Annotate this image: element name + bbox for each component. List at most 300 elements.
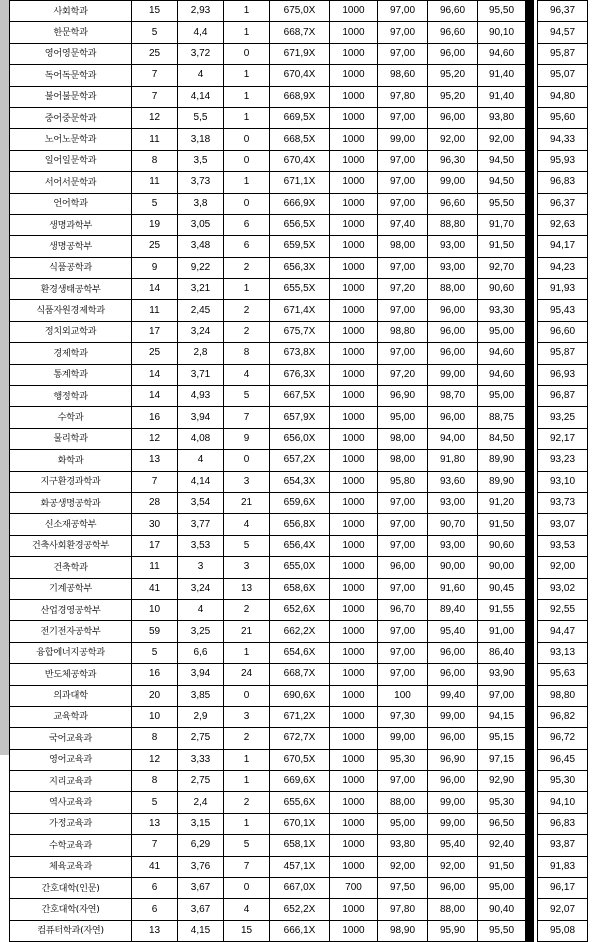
black-divider-bar: [526, 450, 534, 471]
black-divider-bar: [526, 728, 534, 749]
department-name-cell: 통계학과: [10, 364, 132, 385]
value-cell-c2: 2,9: [178, 706, 224, 727]
black-divider-bar: [526, 214, 534, 235]
value-cell-c6: 98,90: [378, 920, 428, 941]
department-name-cell: 간호대학(자연): [10, 899, 132, 920]
black-divider-bar: [526, 321, 534, 342]
right-edge: [588, 835, 594, 856]
value-cell-c9: 95,60: [538, 107, 588, 128]
value-cell-c3: 1: [224, 813, 270, 834]
value-cell-c2: 2,4: [178, 792, 224, 813]
value-cell-c9: 93,25: [538, 407, 588, 428]
department-name-cell: 역사교육과: [10, 792, 132, 813]
value-cell-c9: 91,83: [538, 856, 588, 877]
black-divider-bar: [526, 65, 534, 86]
right-edge: [588, 236, 594, 257]
value-cell-c5: 700: [330, 878, 378, 899]
value-cell-c1: 20: [132, 685, 178, 706]
value-cell-c5: 1000: [330, 856, 378, 877]
value-cell-c4: 656,5X: [270, 214, 330, 235]
right-edge: [588, 813, 594, 834]
value-cell-c6: 96,90: [378, 386, 428, 407]
value-cell-c3: 4: [224, 514, 270, 535]
value-cell-c7: 96,00: [428, 728, 478, 749]
value-cell-c2: 3,67: [178, 878, 224, 899]
value-cell-c8: 91,40: [478, 65, 526, 86]
value-cell-c2: 3,21: [178, 279, 224, 300]
value-cell-c3: 0: [224, 43, 270, 64]
value-cell-c2: 3,72: [178, 43, 224, 64]
black-divider-bar: [526, 1, 534, 22]
value-cell-c4: 658,1X: [270, 835, 330, 856]
value-cell-c1: 10: [132, 706, 178, 727]
value-cell-c5: 1000: [330, 300, 378, 321]
value-cell-c3: 1: [224, 65, 270, 86]
value-cell-c6: 97,00: [378, 642, 428, 663]
value-cell-c2: 4: [178, 65, 224, 86]
value-cell-c6: 97,00: [378, 193, 428, 214]
value-cell-c5: 1000: [330, 664, 378, 685]
value-cell-c6: 99,00: [378, 129, 428, 150]
value-cell-c7: 90,00: [428, 557, 478, 578]
right-edge: [588, 771, 594, 792]
value-cell-c5: 1000: [330, 214, 378, 235]
value-cell-c4: 675,0X: [270, 1, 330, 22]
table-row: [10, 214, 594, 235]
table-row: [10, 578, 594, 599]
value-cell-c7: 96,00: [428, 878, 478, 899]
value-cell-c5: 1000: [330, 236, 378, 257]
value-cell-c8: 91,00: [478, 621, 526, 642]
value-cell-c1: 25: [132, 236, 178, 257]
value-cell-c8: 92,40: [478, 835, 526, 856]
black-divider-bar: [526, 749, 534, 770]
value-cell-c4: 668,7X: [270, 22, 330, 43]
value-cell-c9: 94,80: [538, 86, 588, 107]
value-cell-c6: 97,20: [378, 364, 428, 385]
value-cell-c8: 95,00: [478, 386, 526, 407]
table-row: [10, 107, 594, 128]
right-edge: [588, 856, 594, 877]
value-cell-c5: 1000: [330, 813, 378, 834]
black-divider-bar: [526, 535, 534, 556]
value-cell-c8: 93,30: [478, 300, 526, 321]
table-row: [10, 706, 594, 727]
value-cell-c3: 1: [224, 86, 270, 107]
value-cell-c4: 671,4X: [270, 300, 330, 321]
value-cell-c8: 91,50: [478, 514, 526, 535]
table-row: [10, 813, 594, 834]
table-row: [10, 172, 594, 193]
right-edge: [588, 300, 594, 321]
value-cell-c2: 3,5: [178, 150, 224, 171]
value-cell-c2: 3,77: [178, 514, 224, 535]
value-cell-c5: 1000: [330, 43, 378, 64]
value-cell-c8: 92,00: [478, 129, 526, 150]
value-cell-c6: 97,00: [378, 43, 428, 64]
value-cell-c7: 88,00: [428, 279, 478, 300]
black-divider-bar: [526, 22, 534, 43]
value-cell-c1: 5: [132, 193, 178, 214]
value-cell-c3: 15: [224, 920, 270, 941]
black-divider-bar: [526, 578, 534, 599]
value-cell-c4: 673,8X: [270, 343, 330, 364]
value-cell-c1: 6: [132, 899, 178, 920]
value-cell-c2: 3,94: [178, 407, 224, 428]
value-cell-c7: 92,00: [428, 856, 478, 877]
table-row: [10, 621, 594, 642]
value-cell-c6: 98,60: [378, 65, 428, 86]
value-cell-c5: 1000: [330, 557, 378, 578]
department-name-cell: 화공생명공학과: [10, 492, 132, 513]
black-divider-bar: [526, 407, 534, 428]
department-name-cell: 식품공학과: [10, 257, 132, 278]
value-cell-c7: 96,60: [428, 1, 478, 22]
black-divider-bar: [526, 492, 534, 513]
value-cell-c4: 672,7X: [270, 728, 330, 749]
value-cell-c3: 0: [224, 450, 270, 471]
value-cell-c1: 6: [132, 878, 178, 899]
right-edge: [588, 685, 594, 706]
table-row: [10, 193, 594, 214]
department-name-cell: 체육교육과: [10, 856, 132, 877]
value-cell-c6: 97,00: [378, 535, 428, 556]
value-cell-c3: 0: [224, 150, 270, 171]
value-cell-c8: 93,80: [478, 107, 526, 128]
black-divider-bar: [526, 706, 534, 727]
value-cell-c9: 96,60: [538, 321, 588, 342]
value-cell-c4: 656,8X: [270, 514, 330, 535]
value-cell-c6: 97,00: [378, 771, 428, 792]
value-cell-c5: 1000: [330, 321, 378, 342]
value-cell-c3: 21: [224, 621, 270, 642]
value-cell-c7: 93,00: [428, 257, 478, 278]
value-cell-c6: 95,00: [378, 813, 428, 834]
department-name-cell: 일어일문학과: [10, 150, 132, 171]
black-divider-bar: [526, 236, 534, 257]
value-cell-c8: 94,15: [478, 706, 526, 727]
right-edge: [588, 86, 594, 107]
value-cell-c4: 668,9X: [270, 86, 330, 107]
value-cell-c8: 94,50: [478, 150, 526, 171]
value-cell-c5: 1000: [330, 706, 378, 727]
value-cell-c6: 88,00: [378, 792, 428, 813]
value-cell-c1: 11: [132, 172, 178, 193]
value-cell-c3: 3: [224, 471, 270, 492]
department-name-cell: 가정교육과: [10, 813, 132, 834]
black-divider-bar: [526, 685, 534, 706]
value-cell-c4: 671,1X: [270, 172, 330, 193]
value-cell-c8: 95,30: [478, 792, 526, 813]
value-cell-c2: 3,25: [178, 621, 224, 642]
department-name-cell: 경제학과: [10, 343, 132, 364]
table-body: [10, 1, 594, 942]
value-cell-c2: 3,67: [178, 899, 224, 920]
value-cell-c5: 1000: [330, 749, 378, 770]
department-name-cell: 건축사회환경공학부: [10, 535, 132, 556]
value-cell-c5: 1000: [330, 514, 378, 535]
right-edge: [588, 343, 594, 364]
value-cell-c8: 86,40: [478, 642, 526, 663]
department-name-cell: 영어교육과: [10, 749, 132, 770]
table-row: [10, 65, 594, 86]
black-divider-bar: [526, 771, 534, 792]
value-cell-c3: 13: [224, 578, 270, 599]
table-row: [10, 728, 594, 749]
value-cell-c9: 96,37: [538, 193, 588, 214]
value-cell-c9: 94,23: [538, 257, 588, 278]
black-divider-bar: [526, 43, 534, 64]
value-cell-c4: 690,6X: [270, 685, 330, 706]
value-cell-c6: 97,00: [378, 343, 428, 364]
table-row: [10, 22, 594, 43]
table-row: [10, 856, 594, 877]
table-row: [10, 364, 594, 385]
department-name-cell: 지리교육과: [10, 771, 132, 792]
value-cell-c5: 1000: [330, 920, 378, 941]
department-name-cell: 컴퓨터학과(자연): [10, 920, 132, 941]
value-cell-c3: 4: [224, 364, 270, 385]
value-cell-c5: 1000: [330, 450, 378, 471]
value-cell-c5: 1000: [330, 771, 378, 792]
value-cell-c4: 655,5X: [270, 279, 330, 300]
value-cell-c3: 0: [224, 193, 270, 214]
black-divider-bar: [526, 279, 534, 300]
table-row: [10, 492, 594, 513]
table-row: [10, 407, 594, 428]
value-cell-c7: 96,00: [428, 43, 478, 64]
value-cell-c3: 2: [224, 792, 270, 813]
value-cell-c1: 25: [132, 43, 178, 64]
table-row: [10, 450, 594, 471]
table-row: [10, 1, 594, 22]
value-cell-c7: 91,80: [428, 450, 478, 471]
table-row: [10, 920, 594, 941]
department-name-cell: 간호대학(인문): [10, 878, 132, 899]
value-cell-c5: 1000: [330, 492, 378, 513]
value-cell-c1: 11: [132, 300, 178, 321]
table-row: [10, 749, 594, 770]
value-cell-c1: 59: [132, 621, 178, 642]
right-edge: [588, 193, 594, 214]
department-name-cell: 수학교육과: [10, 835, 132, 856]
value-cell-c3: 5: [224, 535, 270, 556]
value-cell-c6: 98,00: [378, 450, 428, 471]
right-edge: [588, 621, 594, 642]
value-cell-c5: 1000: [330, 386, 378, 407]
value-cell-c7: 88,00: [428, 899, 478, 920]
department-name-cell: 노어노문학과: [10, 129, 132, 150]
value-cell-c7: 99,40: [428, 685, 478, 706]
table-row: [10, 86, 594, 107]
table-row: [10, 664, 594, 685]
value-cell-c9: 98,80: [538, 685, 588, 706]
value-cell-c7: 91,60: [428, 578, 478, 599]
value-cell-c6: 97,00: [378, 150, 428, 171]
value-cell-c8: 95,15: [478, 728, 526, 749]
value-cell-c6: 93,80: [378, 835, 428, 856]
value-cell-c6: 97,50: [378, 878, 428, 899]
department-name-cell: 불어불문학과: [10, 86, 132, 107]
right-edge: [588, 257, 594, 278]
right-edge: [588, 557, 594, 578]
table-row: [10, 321, 594, 342]
value-cell-c2: 4,14: [178, 471, 224, 492]
value-cell-c9: 95,93: [538, 150, 588, 171]
right-edge: [588, 1, 594, 22]
value-cell-c1: 7: [132, 65, 178, 86]
value-cell-c3: 9: [224, 428, 270, 449]
value-cell-c8: 92,70: [478, 257, 526, 278]
value-cell-c9: 92,17: [538, 428, 588, 449]
black-divider-bar: [526, 150, 534, 171]
right-edge: [588, 664, 594, 685]
value-cell-c1: 41: [132, 856, 178, 877]
value-cell-c7: 96,60: [428, 193, 478, 214]
right-edge: [588, 450, 594, 471]
value-cell-c3: 0: [224, 878, 270, 899]
value-cell-c2: 9,22: [178, 257, 224, 278]
value-cell-c7: 99,00: [428, 364, 478, 385]
department-name-cell: 산업경영공학부: [10, 599, 132, 620]
value-cell-c9: 94,33: [538, 129, 588, 150]
value-cell-c4: 670,4X: [270, 65, 330, 86]
value-cell-c7: 96,00: [428, 642, 478, 663]
value-cell-c6: 97,00: [378, 492, 428, 513]
black-divider-bar: [526, 193, 534, 214]
value-cell-c9: 95,43: [538, 300, 588, 321]
value-cell-c2: 3,15: [178, 813, 224, 834]
value-cell-c1: 5: [132, 792, 178, 813]
value-cell-c7: 99,00: [428, 706, 478, 727]
value-cell-c3: 4: [224, 899, 270, 920]
value-cell-c8: 95,00: [478, 878, 526, 899]
value-cell-c5: 1000: [330, 86, 378, 107]
value-cell-c4: 656,0X: [270, 428, 330, 449]
value-cell-c7: 98,70: [428, 386, 478, 407]
department-name-cell: 기계공학부: [10, 578, 132, 599]
value-cell-c3: 1: [224, 1, 270, 22]
value-cell-c3: 0: [224, 129, 270, 150]
value-cell-c1: 19: [132, 214, 178, 235]
table-row: [10, 257, 594, 278]
value-cell-c9: 96,83: [538, 172, 588, 193]
value-cell-c8: 90,00: [478, 557, 526, 578]
value-cell-c2: 3,05: [178, 214, 224, 235]
department-name-cell: 물리학과: [10, 428, 132, 449]
value-cell-c1: 13: [132, 450, 178, 471]
black-divider-bar: [526, 257, 534, 278]
value-cell-c5: 1000: [330, 172, 378, 193]
value-cell-c3: 21: [224, 492, 270, 513]
value-cell-c4: 669,6X: [270, 771, 330, 792]
value-cell-c9: 92,55: [538, 599, 588, 620]
right-edge: [588, 43, 594, 64]
value-cell-c6: 96,70: [378, 599, 428, 620]
value-cell-c3: 2: [224, 257, 270, 278]
value-cell-c2: 6,6: [178, 642, 224, 663]
left-margin-strip: [0, 0, 9, 755]
value-cell-c6: 98,00: [378, 428, 428, 449]
value-cell-c2: 2,8: [178, 343, 224, 364]
department-name-cell: 화학과: [10, 450, 132, 471]
value-cell-c3: 2: [224, 300, 270, 321]
value-cell-c2: 3,18: [178, 129, 224, 150]
right-edge: [588, 728, 594, 749]
value-cell-c9: 93,87: [538, 835, 588, 856]
value-cell-c5: 1000: [330, 193, 378, 214]
value-cell-c8: 88,75: [478, 407, 526, 428]
value-cell-c9: 96,17: [538, 878, 588, 899]
table-row: [10, 685, 594, 706]
value-cell-c6: 97,40: [378, 214, 428, 235]
value-cell-c3: 3: [224, 706, 270, 727]
black-divider-bar: [526, 856, 534, 877]
right-edge: [588, 279, 594, 300]
value-cell-c7: 95,40: [428, 835, 478, 856]
value-cell-c9: 96,37: [538, 1, 588, 22]
value-cell-c4: 669,5X: [270, 107, 330, 128]
value-cell-c2: 3,85: [178, 685, 224, 706]
value-cell-c7: 95,90: [428, 920, 478, 941]
black-divider-bar: [526, 813, 534, 834]
right-edge: [588, 578, 594, 599]
black-divider-bar: [526, 621, 534, 642]
value-cell-c5: 1000: [330, 150, 378, 171]
value-cell-c1: 8: [132, 771, 178, 792]
value-cell-c5: 1000: [330, 835, 378, 856]
value-cell-c2: 3,71: [178, 364, 224, 385]
value-cell-c6: 97,00: [378, 1, 428, 22]
right-edge: [588, 172, 594, 193]
value-cell-c2: 3,54: [178, 492, 224, 513]
department-name-cell: 식품자원경제학과: [10, 300, 132, 321]
value-cell-c7: 96,00: [428, 664, 478, 685]
value-cell-c1: 12: [132, 107, 178, 128]
value-cell-c9: 95,63: [538, 664, 588, 685]
value-cell-c2: 4,4: [178, 22, 224, 43]
right-edge: [588, 899, 594, 920]
value-cell-c1: 28: [132, 492, 178, 513]
value-cell-c9: 96,93: [538, 364, 588, 385]
value-cell-c7: 95,20: [428, 65, 478, 86]
black-divider-bar: [526, 642, 534, 663]
table-row: [10, 150, 594, 171]
black-divider-bar: [526, 172, 534, 193]
value-cell-c1: 16: [132, 664, 178, 685]
value-cell-c7: 95,40: [428, 621, 478, 642]
value-cell-c4: 676,3X: [270, 364, 330, 385]
value-cell-c4: 654,6X: [270, 642, 330, 663]
value-cell-c3: 1: [224, 22, 270, 43]
value-cell-c5: 1000: [330, 642, 378, 663]
value-cell-c7: 96,00: [428, 343, 478, 364]
table-row: [10, 300, 594, 321]
value-cell-c1: 12: [132, 749, 178, 770]
right-edge: [588, 407, 594, 428]
value-cell-c9: 93,53: [538, 535, 588, 556]
value-cell-c9: 95,87: [538, 343, 588, 364]
value-cell-c1: 17: [132, 321, 178, 342]
value-cell-c5: 1000: [330, 1, 378, 22]
value-cell-c4: 670,5X: [270, 749, 330, 770]
value-cell-c1: 14: [132, 279, 178, 300]
value-cell-c1: 41: [132, 578, 178, 599]
value-cell-c6: 97,00: [378, 172, 428, 193]
table-row: [10, 557, 594, 578]
department-name-cell: 생명공학부: [10, 236, 132, 257]
department-name-cell: 한문학과: [10, 22, 132, 43]
